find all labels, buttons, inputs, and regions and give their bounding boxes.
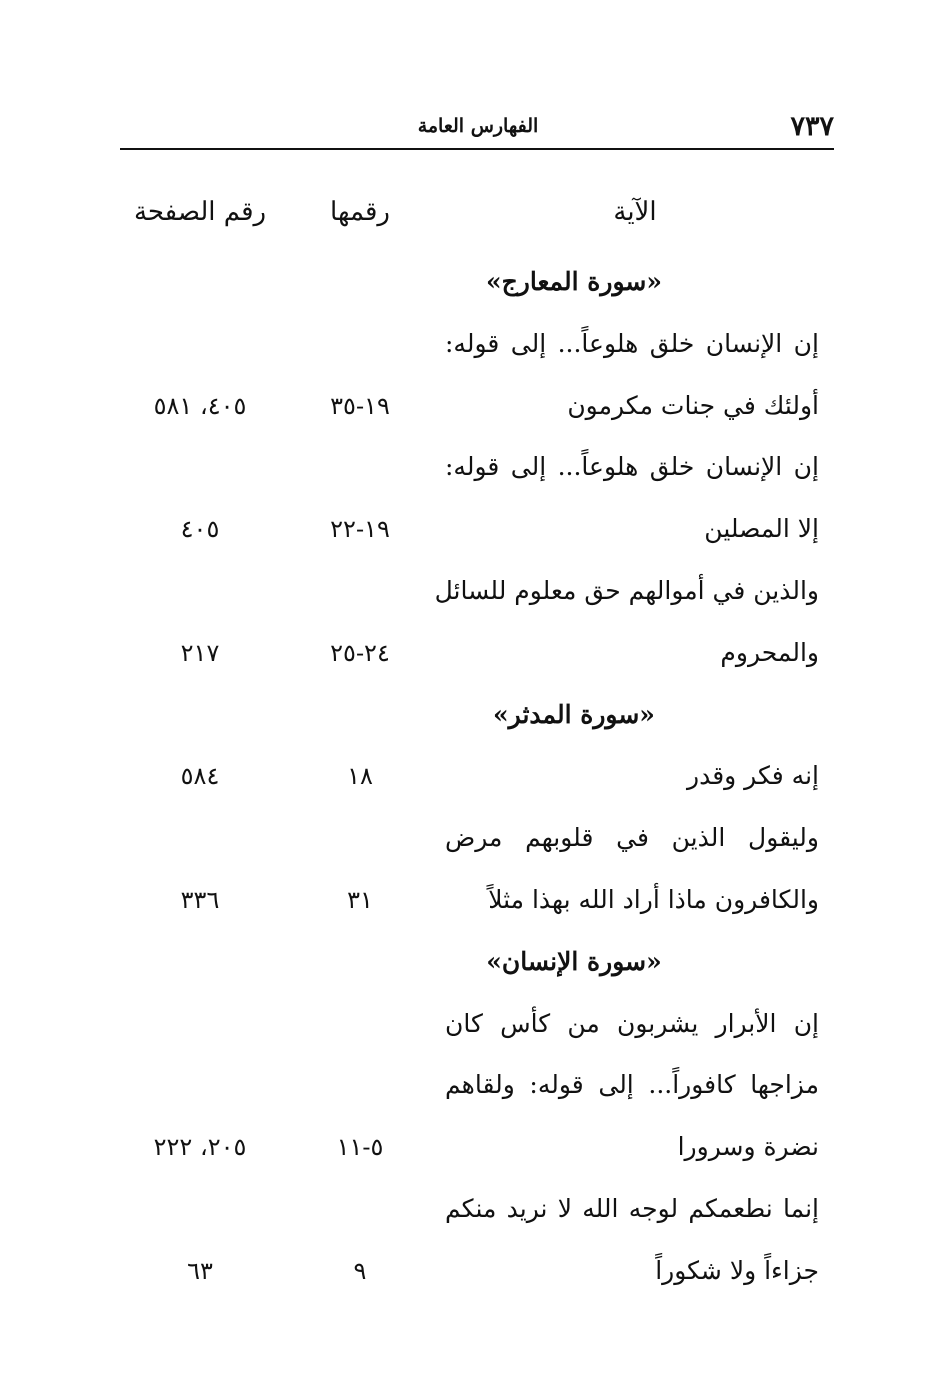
- page-reference: ٥٨٤: [180, 762, 220, 791]
- page-reference: ٣٣٦: [180, 885, 220, 914]
- verse-number: ١٩-٢٢: [330, 515, 390, 544]
- verse-text: جزاءاً ولا شكوراً: [655, 1255, 819, 1285]
- verse-number: ١٨: [347, 762, 373, 791]
- verse-row: [0, 874, 929, 936]
- surah-heading-row: [0, 936, 929, 998]
- verse-row: [0, 380, 929, 442]
- verse-number: ٢٤-٢٥: [330, 638, 390, 667]
- verse-row: [0, 441, 929, 503]
- verse-text: مزاجها كافوراً... إلى قوله: ولقاهم: [445, 1070, 819, 1100]
- verse-row: [0, 565, 929, 627]
- page-reference: ٢٠٥، ٢٢٢: [153, 1133, 247, 1162]
- verse-text: والذين في أموالهم حق معلوم للسائل: [434, 575, 819, 605]
- column-header-verse: الآية: [613, 197, 657, 227]
- surah-heading-row: [0, 689, 929, 751]
- verse-text: والمحروم: [720, 637, 819, 667]
- verse-number: ٩: [353, 1256, 367, 1285]
- column-headers: [0, 192, 929, 236]
- verse-row: [0, 1059, 929, 1121]
- surah-title: «سورة المعارج»: [486, 267, 662, 296]
- column-header-page-number: رقم الصفحة: [133, 197, 267, 227]
- surah-title: «سورة المدثر»: [493, 699, 655, 729]
- verse-text: أولئك في جنات مكرمون: [567, 390, 819, 420]
- verse-row: [0, 1121, 929, 1183]
- verse-text: إنما نطعمكم لوجه الله لا نريد منكم: [445, 1193, 819, 1223]
- running-title: الفهارس العامة: [417, 115, 539, 137]
- verse-text: إن الإنسان خلق هلوعاً... إلى قوله:: [445, 328, 819, 358]
- verse-row: [0, 1245, 929, 1307]
- verse-text: والكافرون ماذا أراد الله بهذا مثلاً: [488, 884, 819, 914]
- verse-number: ٥-١١: [336, 1133, 384, 1162]
- verse-row: [0, 503, 929, 565]
- verse-row: [0, 998, 929, 1060]
- page-reference: ٦٣: [187, 1256, 213, 1285]
- page-reference: ٢١٧: [180, 638, 220, 667]
- verse-text: إن الإنسان خلق هلوعاً... إلى قوله:: [445, 452, 819, 482]
- running-header: [120, 104, 834, 150]
- column-header-verse-number: رقمها: [330, 197, 390, 227]
- surah-heading-row: [0, 256, 929, 318]
- page-reference: ٤٠٥، ٥٨١: [153, 391, 247, 420]
- surah-title: «سورة الإنسان»: [486, 946, 662, 976]
- verse-text: وليقول الذين في قلوبهم مرض: [445, 823, 819, 853]
- page-reference: ٤٠٥: [180, 515, 220, 544]
- verse-number: ٣١: [347, 885, 373, 914]
- verse-index-list: [0, 256, 929, 1307]
- verse-text: إن الأبرار يشربون من كأس كان: [445, 1008, 819, 1038]
- verse-row: [0, 1183, 929, 1245]
- page-number: ٧٣٧: [790, 111, 834, 142]
- verse-text: إنه فكر وقدر: [687, 761, 819, 791]
- verse-row: [0, 318, 929, 380]
- verse-row: [0, 627, 929, 689]
- verse-row: [0, 812, 929, 874]
- verse-row: [0, 750, 929, 812]
- verse-number: ١٩-٣٥: [330, 391, 390, 420]
- verse-text: نضرة وسرورا: [677, 1132, 819, 1162]
- verse-text: إلا المصلين: [704, 514, 819, 544]
